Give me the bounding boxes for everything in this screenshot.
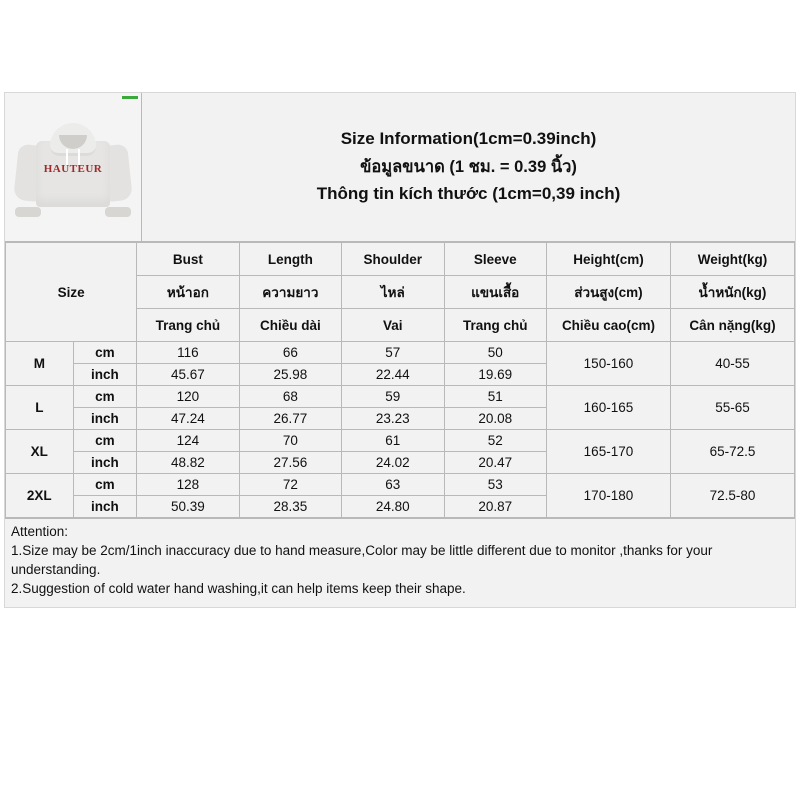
size-chart-sheet bbox=[4, 92, 796, 608]
cell-weight-2xl: 72.5-80 bbox=[670, 474, 794, 518]
cell-sleeve-inch-2xl: 20.87 bbox=[444, 496, 546, 518]
cell-length-cm-2xl: 72 bbox=[239, 474, 341, 496]
hoodie-logo-text: HAUTEUR bbox=[43, 163, 103, 175]
size-label-xl: XL bbox=[6, 430, 74, 474]
column-header-sleeve-th: แขนเสื้อ bbox=[444, 276, 546, 309]
column-header-sleeve-vi: Trang chủ bbox=[444, 309, 546, 342]
cell-shoulder-cm-xl: 61 bbox=[342, 430, 444, 452]
unit-cm-xl: cm bbox=[73, 430, 137, 452]
unit-cm-2xl: cm bbox=[73, 474, 137, 496]
column-header-shoulder-en: Shoulder bbox=[342, 243, 444, 276]
table-row bbox=[6, 386, 795, 408]
cell-sleeve-cm-xl: 52 bbox=[444, 430, 546, 452]
cell-shoulder-inch-xl: 24.02 bbox=[342, 452, 444, 474]
column-header-bust-th: หน้าอก bbox=[137, 276, 239, 309]
unit-inch-m: inch bbox=[73, 364, 137, 386]
size-label-l: L bbox=[6, 386, 74, 430]
product-photo bbox=[5, 93, 142, 241]
column-header-length-en: Length bbox=[239, 243, 341, 276]
size-label-m: M bbox=[6, 342, 74, 386]
title-block bbox=[142, 93, 795, 241]
cell-bust-cm-l: 120 bbox=[137, 386, 239, 408]
cell-sleeve-inch-m: 19.69 bbox=[444, 364, 546, 386]
cell-shoulder-cm-2xl: 63 bbox=[342, 474, 444, 496]
unit-inch-l: inch bbox=[73, 408, 137, 430]
column-header-height-vi: Chiều cao(cm) bbox=[546, 309, 670, 342]
title-thai: ข้อมูลขนาด (1 ชม. = 0.39 นิ้ว) bbox=[360, 157, 577, 176]
cell-bust-cm-xl: 124 bbox=[137, 430, 239, 452]
attention-note-1: 1.Size may be 2cm/1inch inaccuracy due to hand measure,Color may be little different due to monitor ,thanks for your understanding. bbox=[11, 543, 713, 578]
cell-bust-inch-l: 47.24 bbox=[137, 408, 239, 430]
cell-height-2xl: 170-180 bbox=[546, 474, 670, 518]
column-header-weight-en: Weight(kg) bbox=[670, 243, 794, 276]
cell-shoulder-cm-m: 57 bbox=[342, 342, 444, 364]
column-header-height-en: Height(cm) bbox=[546, 243, 670, 276]
unit-inch-xl: inch bbox=[73, 452, 137, 474]
cell-bust-inch-m: 45.67 bbox=[137, 364, 239, 386]
cell-length-inch-m: 25.98 bbox=[239, 364, 341, 386]
column-header-bust-vi: Trang chủ bbox=[137, 309, 239, 342]
cell-length-inch-2xl: 28.35 bbox=[239, 496, 341, 518]
cell-bust-inch-2xl: 50.39 bbox=[137, 496, 239, 518]
table-row bbox=[6, 474, 795, 496]
cell-height-m: 150-160 bbox=[546, 342, 670, 386]
size-table bbox=[5, 242, 795, 518]
cell-shoulder-cm-l: 59 bbox=[342, 386, 444, 408]
size-word-cell: Size bbox=[6, 243, 137, 342]
column-header-height-th: ส่วนสูง(cm) bbox=[546, 276, 670, 309]
unit-cm-m: cm bbox=[73, 342, 137, 364]
cell-length-cm-l: 68 bbox=[239, 386, 341, 408]
table-row bbox=[6, 342, 795, 364]
cell-weight-m: 40-55 bbox=[670, 342, 794, 386]
cell-weight-l: 55-65 bbox=[670, 386, 794, 430]
cell-sleeve-cm-m: 50 bbox=[444, 342, 546, 364]
cell-height-l: 160-165 bbox=[546, 386, 670, 430]
column-header-weight-th: น้ำหนัก(kg) bbox=[670, 276, 794, 309]
cell-length-inch-l: 26.77 bbox=[239, 408, 341, 430]
column-header-sleeve-en: Sleeve bbox=[444, 243, 546, 276]
cell-length-cm-m: 66 bbox=[239, 342, 341, 364]
attention-note-2: 2.Suggestion of cold water hand washing,it can help items keep their shape. bbox=[11, 581, 466, 597]
cell-sleeve-inch-l: 20.08 bbox=[444, 408, 546, 430]
size-label-2xl: 2XL bbox=[6, 474, 74, 518]
unit-inch-2xl: inch bbox=[73, 496, 137, 518]
cell-shoulder-inch-2xl: 24.80 bbox=[342, 496, 444, 518]
cell-weight-xl: 65-72.5 bbox=[670, 430, 794, 474]
header-band bbox=[5, 93, 795, 242]
attention-block bbox=[5, 518, 795, 607]
cell-sleeve-cm-2xl: 53 bbox=[444, 474, 546, 496]
attention-title: Attention: bbox=[11, 524, 69, 539]
cell-sleeve-cm-l: 51 bbox=[444, 386, 546, 408]
cell-height-xl: 165-170 bbox=[546, 430, 670, 474]
table-row bbox=[6, 430, 795, 452]
cell-bust-cm-2xl: 128 bbox=[137, 474, 239, 496]
cell-bust-inch-xl: 48.82 bbox=[137, 452, 239, 474]
cell-length-cm-xl: 70 bbox=[239, 430, 341, 452]
column-header-bust-en: Bust bbox=[137, 243, 239, 276]
unit-cm-l: cm bbox=[73, 386, 137, 408]
table-header-row-en bbox=[6, 243, 795, 276]
cell-shoulder-inch-m: 22.44 bbox=[342, 364, 444, 386]
title-english: Size Information(1cm=0.39inch) bbox=[340, 128, 597, 148]
cell-sleeve-inch-xl: 20.47 bbox=[444, 452, 546, 474]
cell-bust-cm-m: 116 bbox=[137, 342, 239, 364]
column-header-weight-vi: Cân nặng(kg) bbox=[670, 309, 794, 342]
cell-length-inch-xl: 27.56 bbox=[239, 452, 341, 474]
title-vietnamese: Thông tin kích thước (1cm=0,39 inch) bbox=[316, 184, 621, 204]
column-header-shoulder-th: ไหล่ bbox=[342, 276, 444, 309]
column-header-shoulder-vi: Vai bbox=[342, 309, 444, 342]
cell-shoulder-inch-l: 23.23 bbox=[342, 408, 444, 430]
column-header-length-th: ความยาว bbox=[239, 276, 341, 309]
column-header-length-vi: Chiều dài bbox=[239, 309, 341, 342]
hoodie-illustration bbox=[14, 115, 132, 219]
